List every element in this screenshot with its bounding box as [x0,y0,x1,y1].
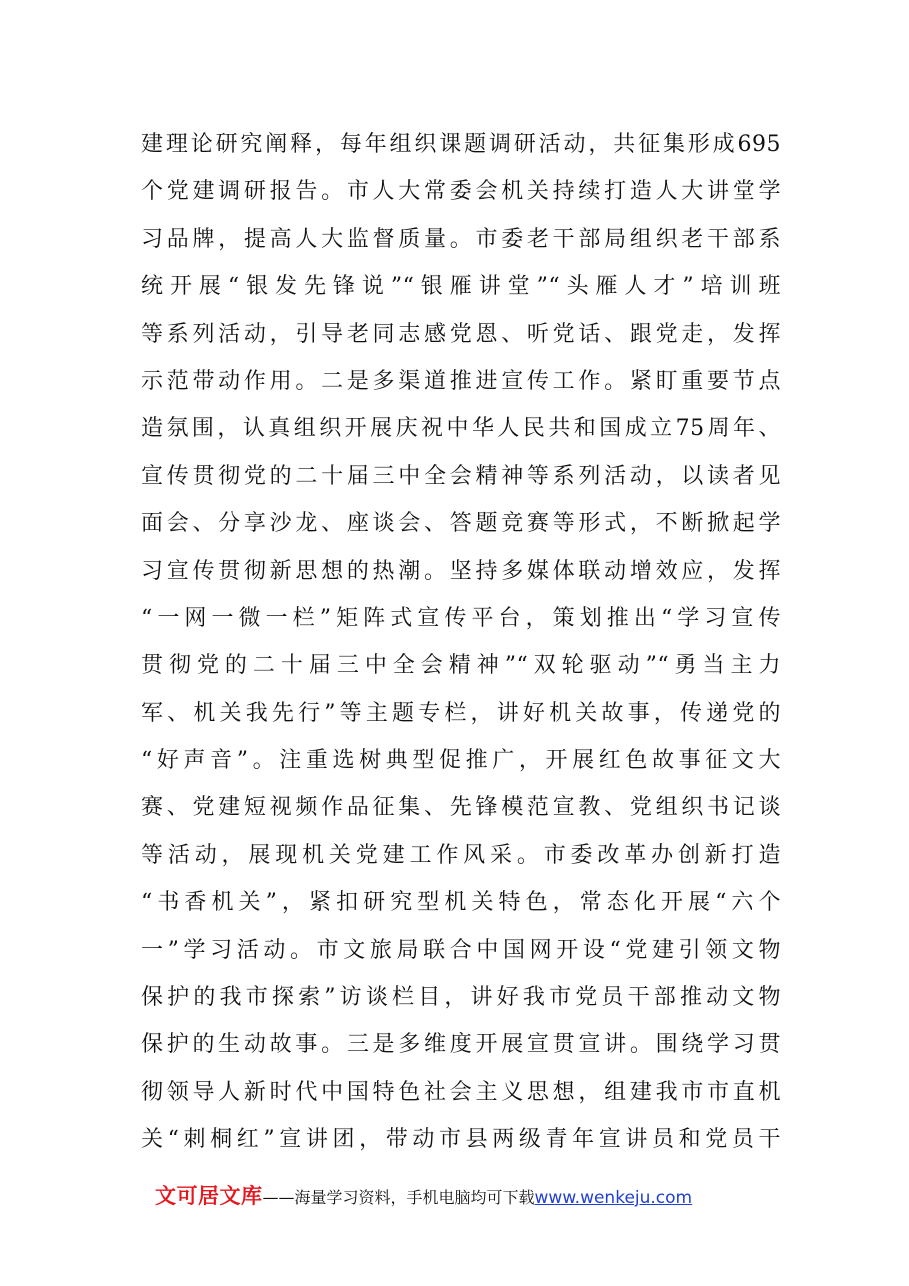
text-line: 面会、分享沙龙、座谈会、答题竞赛等形式，不断掀起学 [141,511,781,537]
text-line: 习宣传贯彻新思想的热潮。坚持多媒体联动增效应，发挥 [141,558,781,584]
text-line: 贯彻党的二十届三中全会精神”“双轮驱动”“勇当主力 [141,653,781,679]
text-line: 建理论研究阐释，每年组织课题调研活动，共征集形成695 [141,132,781,157]
text-line: “好声音”。注重选树典型促推广，开展红色故事征文大 [141,748,781,774]
text-line: 统开展“银发先锋说”“银雁讲堂”“头雁人才”培训班 [141,274,781,300]
text-line: 示范带动作用。二是多渠道推进宣传工作。紧盯重要节点 [141,368,781,394]
text-line: 等系列活动，引导老同志感党恩、听党话、跟党走，发挥 [141,321,781,347]
text-line: 保护的生动故事。三是多维度开展宣贯宣讲。围绕学习贯 [141,1032,781,1058]
text-line: 关“刺桐红”宣讲团，带动市县两级青年宣讲员和党员干 [141,1127,781,1153]
text-line: 宣传贯彻党的二十届三中全会精神等系列活动，以读者见 [141,463,781,489]
text-line: “一网一微一栏”矩阵式宣传平台，策划推出“学习宣传 [141,605,781,631]
text-line: 军、机关我先行”等主题专栏，讲好机关故事，传递党的 [141,700,781,726]
text-line: 造氛围，认真组织开展庆祝中华人民共和国成立75周年、 [141,416,781,442]
footer-banner [155,1180,775,1212]
footer-brand: 文可居文库 [155,1184,263,1208]
text-line: 彻领导人新时代中国特色社会主义思想，组建我市市直机 [141,1079,781,1105]
document-body [141,121,781,1164]
text-line: 保护的我市探索”访谈栏目，讲好我市党员干部推动文物 [141,985,781,1011]
text-line: 个党建调研报告。市人大常委会机关持续打造人大讲堂学 [141,179,781,205]
text-line: 赛、党建短视频作品征集、先锋模范宣教、党组织书记谈 [141,795,781,821]
text-line: 等活动，展现机关党建工作风采。市委改革办创新打造 [141,842,781,868]
footer-tagline: ——海量学习资料，手机电脑均可下载 [262,1188,535,1207]
text-line: 一”学习活动。市文旅局联合中国网开设“党建引领文物 [141,937,781,963]
footer-url-link[interactable]: www.wenkeju.com [534,1188,693,1208]
text-line: “书香机关”，紧扣研究型机关特色，常态化开展“六个 [141,890,781,916]
text-line: 习品牌，提高人大监督质量。市委老干部局组织老干部系 [141,226,781,252]
